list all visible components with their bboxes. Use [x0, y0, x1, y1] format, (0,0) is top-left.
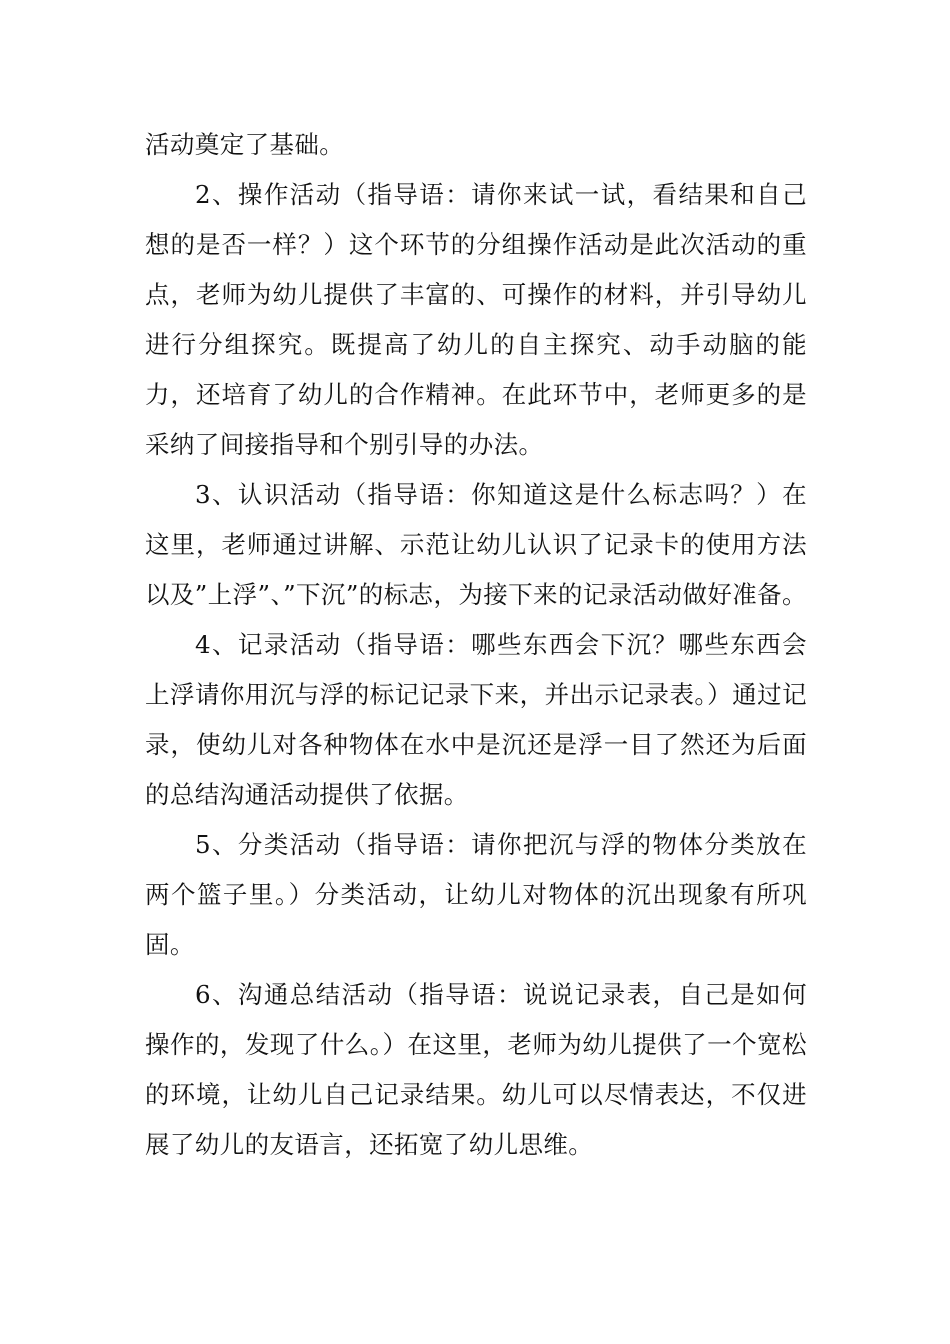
- document-page: [145, 120, 807, 1170]
- paragraph-summary-activity: 6、沟通总结活动（指导语：说说记录表，自己是如何操作的，发现了什么。）在这里，老师为幼儿提供了一个宽松的环境，让幼儿自己记录结果。幼儿可以尽情表达，不仅进展了幼儿的友语言，还拓宽了幼儿思维。: [145, 980, 807, 1159]
- paragraph-operation-activity: 2、操作活动（指导语：请你来试一试，看结果和自己想的是否一样？）这个环节的分组操作活动是此次活动的重点，老师为幼儿提供了丰富的、可操作的材料，并引导幼儿进行分组探究。既提高了幼儿的自主探究、动手动脑的能力，还培育了幼儿的合作精神。在此环节中，老师更多的是采纳了间接指导和个别引导的办法。: [145, 180, 807, 459]
- paragraph-recognition-activity: 3、认识活动（指导语：你知道这是什么标志吗？）在这里，老师通过讲解、示范让幼儿认识了记录卡的使用方法以及”上浮”、”下沉”的标志，为接下来的记录活动做好准备。: [145, 480, 807, 609]
- paragraph-continuation: 活动奠定了基础。: [145, 130, 345, 159]
- paragraph-recording-activity: 4、记录活动（指导语：哪些东西会下沉？哪些东西会上浮请你用沉与浮的标记记录下来，并出示记录表。）通过记录，使幼儿对各种物体在水中是沉还是浮一目了然还为后面的总结沟通活动提供了依据。: [145, 630, 807, 809]
- paragraph-classification-activity: 5、分类活动（指导语：请你把沉与浮的物体分类放在两个篮子里。）分类活动，让幼儿对物体的沉出现象有所巩固。: [145, 830, 807, 959]
